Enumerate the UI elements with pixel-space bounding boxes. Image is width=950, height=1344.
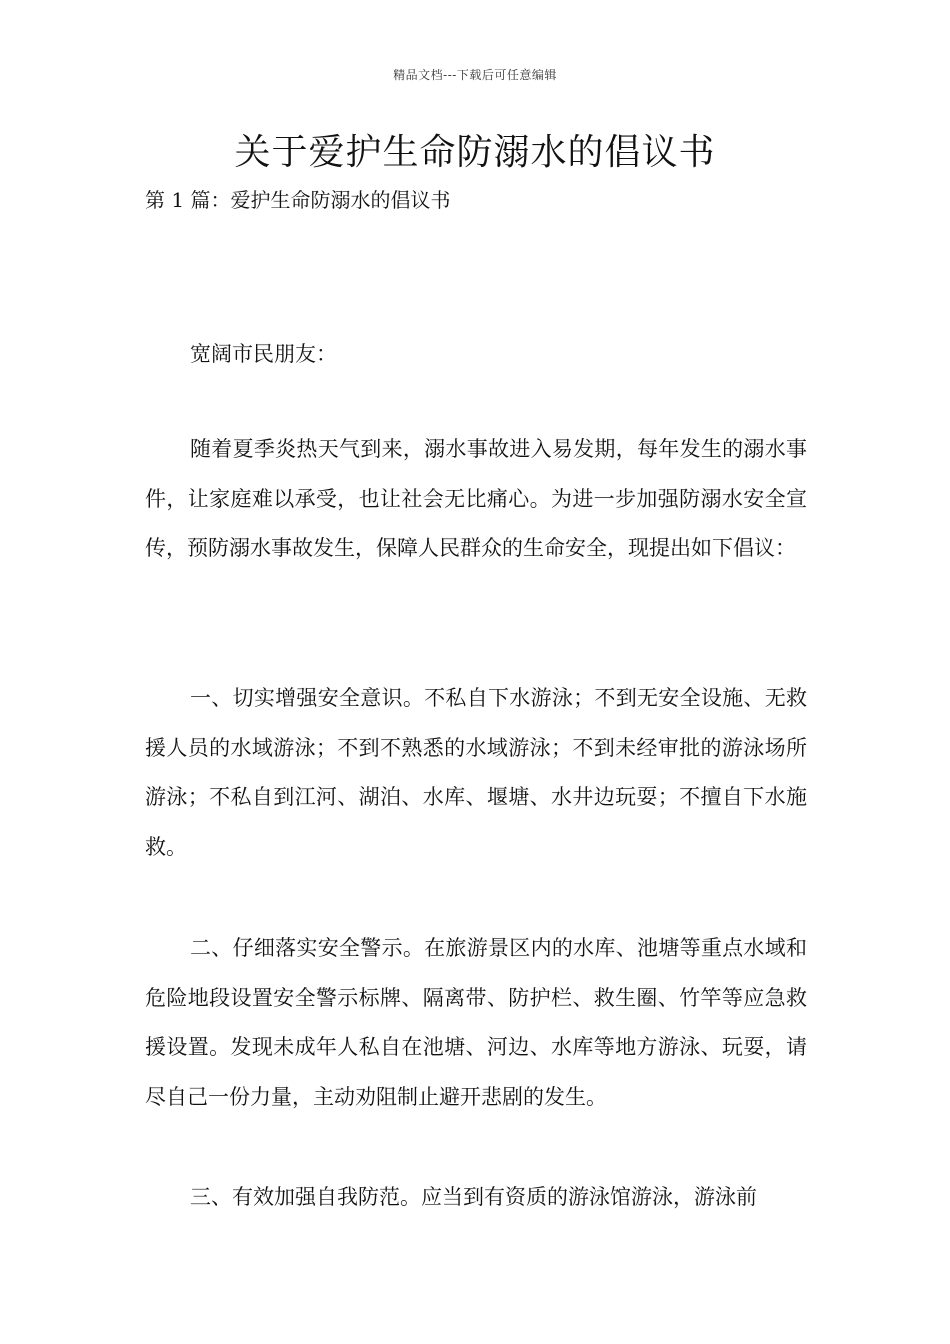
document-title: 关于爱护生命防溺水的倡议书 (234, 132, 716, 173)
paragraph-intro: 随着夏季炎热天气到来，溺水事故进入易发期，每年发生的溺水事件，让家庭难以承受，也让社会无比痛心。为进一步加强防溺水安全宣传，预防溺水事故发生，保障人民群众的生命安全，现提出如下倡议： (145, 437, 807, 560)
paragraph-point-3: 三、有效加强自我防范。应当到有资质的游泳馆游泳，游泳前 (190, 1185, 757, 1209)
paragraph-point-1: 一、切实增强安全意识。不私自下水游泳；不到无安全设施、无救援人员的水域游泳；不到不熟悉的水域游泳；不到未经审批的游泳场所游泳；不私自到江河、湖泊、水库、堰塘、水井边玩耍；不擅自下水施救。 (145, 686, 807, 859)
header-note: 精品文档---下载后可任意编辑 (393, 68, 557, 82)
paragraph-point-2: 二、仔细落实安全警示。在旅游景区内的水库、池塘等重点水域和危险地段设置安全警示标牌、隔离带、防护栏、救生圈、竹竿等应急救援设置。发现未成年人私自在池塘、河边、水库等地方游泳、玩耍，请尽自己一份力量，主动劝阻制止避开悲剧的发生。 (145, 936, 807, 1109)
section-subtitle: 第 1 篇：爱护生命防溺水的倡议书 (145, 188, 451, 212)
salutation: 宽阔市民朋友： (190, 342, 337, 366)
